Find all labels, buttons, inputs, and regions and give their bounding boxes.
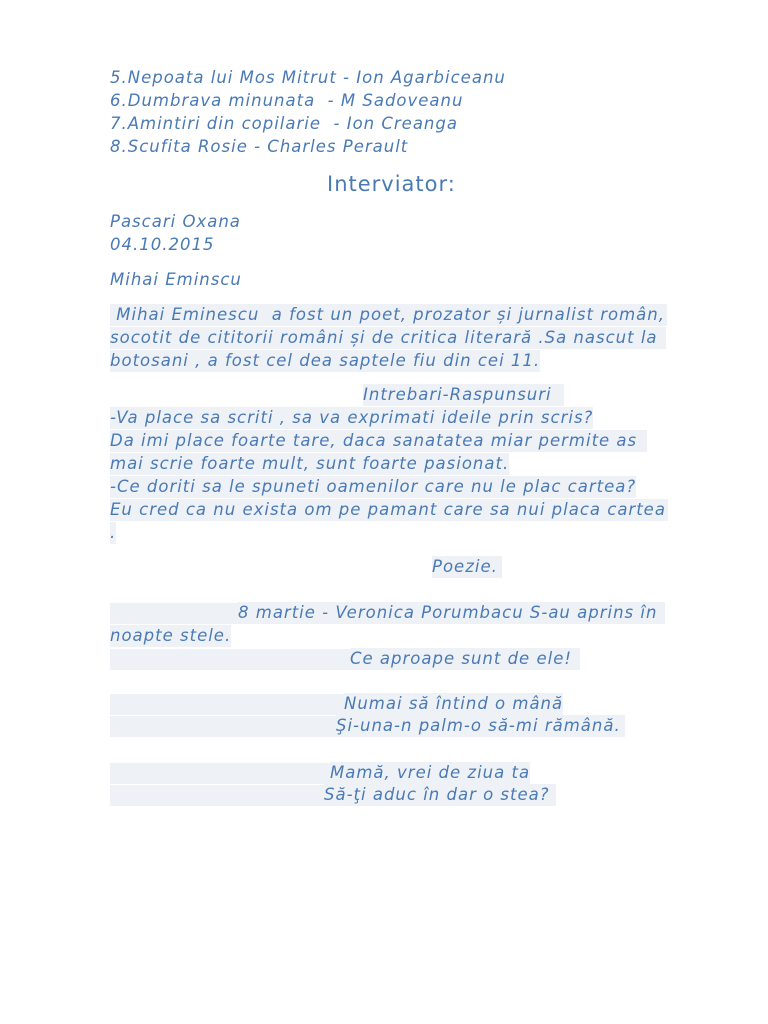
poem-line: Mamă, vrei de ziua ta <box>330 763 531 782</box>
bio-line: socotit de cititorii români și de critica literară .Sa nascut la <box>110 327 666 349</box>
poem-line: Numai să întind o mână <box>344 694 564 713</box>
poem-line: Ce aproape sunt de ele! <box>350 648 580 670</box>
bio-line: Mihai Eminescu a fost un poet, prozator și jurnalist român, <box>110 305 665 324</box>
subject-name: Mihai Eminscu <box>110 270 242 289</box>
interviewer-heading: Interviator: <box>327 172 456 196</box>
qa-line: Eu cred ca nu exista om pe pamant care sa nui placa cartea <box>110 500 666 519</box>
qa-heading: Intrebari-Raspunsuri <box>363 384 564 406</box>
qa-line: . <box>110 523 117 542</box>
qa-line: -Ce doriti sa le spuneti oamenilor care nu le plac cartea? <box>110 477 637 496</box>
poem-line: Şi-una-n palm-o să-mi rămână. <box>336 715 625 737</box>
highlight-indent <box>110 763 330 784</box>
book-list-item: 5.Nepoata lui Mos Mitrut - Ion Agarbiceanu <box>110 68 506 87</box>
qa-line: mai scrie foarte mult, sunt foarte pasionat. <box>110 454 510 473</box>
poem-line: noapte stele. <box>110 626 232 645</box>
book-list-item: 8.Scufita Rosie - Charles Perault <box>110 137 409 156</box>
qa-line: -Va place sa scriti , sa va exprimati ideile prin scris? <box>110 408 594 427</box>
bio-line: botosani , a fost cel dea saptele fiu din cei 11. <box>110 351 541 370</box>
highlight-indent <box>110 649 350 670</box>
highlight-indent <box>110 694 344 715</box>
poem-heading: Poezie. <box>432 556 502 578</box>
interviewer-name: Pascari Oxana <box>110 212 241 231</box>
highlight-indent <box>110 785 324 806</box>
interview-date: 04.10.2015 <box>110 235 215 254</box>
poem-line: Să-ţi aduc în dar o stea? <box>324 784 556 806</box>
poem-title-line: 8 martie - Veronica Porumbacu S-au aprins în <box>238 602 665 624</box>
highlight-indent <box>110 716 336 737</box>
book-list-item: 7.Amintiri din copilarie - Ion Creanga <box>110 114 458 133</box>
highlight-indent <box>110 603 238 624</box>
book-list-item: 6.Dumbrava minunata - M Sadoveanu <box>110 91 464 110</box>
qa-line: Da imi place foarte tare, daca sanatatea miar permite as <box>110 430 647 452</box>
